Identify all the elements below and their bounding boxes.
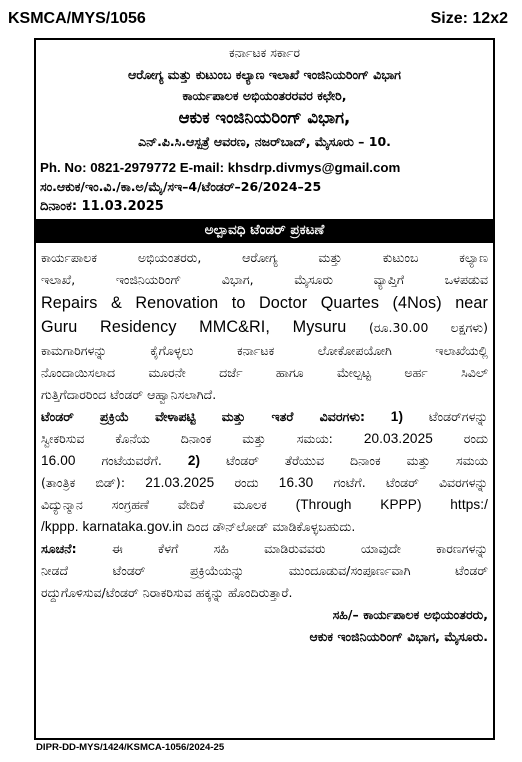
- tender-notice: [34, 38, 495, 740]
- work-name: Repairs & Renovation to Doctor Quartes (4Nos) near: [41, 294, 488, 312]
- schedule-line: (ತಾಂತ್ರಿಕ ಬಿಡ್): 21.03.2025 ರಂದು 16.30 ಗಂಟೆಗೆ. ಟೆಂಡರ್ ವಿವರಗಳನ್ನು: [41, 475, 488, 490]
- text-line: ಕಾಮಗಾರಿಗಳನ್ನು ಕೈಗೊಳ್ಳಲು ಕರ್ನಾಟಕ ಲೋಕೋಪಯೋಗಿ ಇಲಾಖೆಯಲ್ಲಿ: [41, 343, 488, 358]
- division-name: ಆಕುಕ ಇಂಜಿನಿಯರಿಂಗ್ ವಿಭಾಗ,: [178, 108, 351, 127]
- disclaimer-line: ನೀಡದೆ ಟೆಂಡರ್ ಪ್ರಕ್ರಿಯೆಯನ್ನು ಮುಂದೂಡುವ/ಸಂಪೂರ್ಣವಾಗಿ ಟೆಂಡರ್: [41, 563, 488, 578]
- release-reference: KSMCA/MYS/1056: [8, 10, 146, 27]
- schedule-line: ವಿದ್ಯುನ್ಮಾನ ಸಂಗ್ರಹಣೆ ವೇದಿಕೆ ಮೂಲಕ (Through KPPP) https:/: [41, 497, 488, 512]
- government-name: ಕರ್ನಾಟಕ ಸರ್ಕಾರ: [229, 45, 300, 60]
- last-date: 20.03.2025: [363, 431, 433, 446]
- schedule-line: ಟೆಂಡರ್ ಪ್ರಕ್ರಿಯೆ ವೇಳಾಪಟ್ಟಿ ಮತ್ತು ಇತರೆ ವಿವರಗಳು: 1) ಟೆಂಡರ್‌ಗಳನ್ನು: [41, 409, 488, 424]
- department-name: ಆರೋಗ್ಯ ಮತ್ತು ಕುಟುಂಬ ಕಲ್ಯಾಣ ಇಲಾಖೆ ಇಂಜಿನಿಯರಿಂಗ್ ವಿಭಾಗ: [128, 67, 401, 82]
- footer-reference: DIPR-DD-MYS/1424/KSMCA-1056/2024-25: [36, 742, 225, 753]
- schedule-line: /kppp. karnataka.gov.in ದಿಂದ ಡೌನ್‌ಲೋಡ್ ಮಾಡಿಕೊಳ್ಳಬಹುದು.: [41, 519, 356, 534]
- office-address: ಎನ್.ಪಿ.ಸಿ.ಆಸ್ಪತ್ರೆ ಆವರಣ, ನಜರ್‌ಬಾದ್, ಮೈಸೂರು – 10.: [138, 134, 391, 149]
- schedule-line: ಸ್ವೀಕರಿಸುವ ಕೊನೆಯ ದಿನಾಂಕ ಮತ್ತು ಸಮಯ: 20.03.2025 ರಂದು: [41, 431, 488, 446]
- tender-schedule: [41, 406, 488, 538]
- disclaimer-line: ರದ್ದುಗೊಳಿಸುವ/ಟೆಂಡರ್ ನಿರಾಕರಿಸುವ ಹಕ್ಕನ್ನು ಹೊಂದಿರುತ್ತಾರೆ.: [41, 585, 293, 600]
- contact-details: Ph. No: 0821-2979772 E-mail: khsdrp.divmys@gmail.com: [40, 160, 401, 175]
- office-name: ಕಾರ್ಯಪಾಲಕ ಅಭಿಯಂತರರವರ ಕಛೇರಿ,: [182, 88, 347, 103]
- reference-number: ಸಂ.ಆಕುಕ/ಇಂ.ವಿ./ಕಾ.ಅ/ಮೈ/ಸಇ–4/ಟೆಂಡರ್–26/2024–25: [40, 179, 322, 194]
- notice-body: [36, 243, 493, 648]
- disclaimer-line: ಸೂಚನೆ: ಈ ಕೆಳಗೆ ಸಹಿ ಮಾಡಿರುವವರು ಯಾವುದೇ ಕಾರಣಗಳನ್ನು: [41, 541, 488, 556]
- text-line: ಕಾರ್ಯಪಾಲಕ ಅಭಿಯಂತರರು, ಆರೋಗ್ಯ ಮತ್ತು ಕುಟುಂಬ ಕಲ್ಯಾಣ: [41, 250, 488, 265]
- kppp-link[interactable]: /kppp. karnataka.gov.in: [41, 519, 183, 534]
- signature-line: ಆಕುಕ ಇಂಜಿನಿಯರಿಂಗ್ ವಿಭಾಗ, ಮೈಸೂರು.: [309, 629, 488, 644]
- signature-line: ಸಹಿ/– ಕಾರ್ಯಪಾಲಕ ಅಭಿಯಂತರರು,: [332, 607, 488, 622]
- work-name-continued: Guru Residency MMC&RI, Mysuru (ರೂ.30.00 ಲಕ್ಷಗಳು): [41, 318, 488, 336]
- schedule-line: 16.00 ಗಂಟೆಯವರೆಗೆ. 2) ಟೆಂಡರ್ ತೆರೆಯುವ ದಿನಾಂಕ ಮತ್ತು ಸಮಯ: [41, 453, 488, 468]
- notice-heading: ಅಲ್ಪಾವಧಿ ಟೆಂಡರ್ ಪ್ರಕಟಣೆ: [36, 219, 493, 243]
- work-description: [41, 247, 488, 406]
- text-line: ಇಲಾಖೆ, ಇಂಜಿನಿಯರಿಂಗ್ ವಿಭಾಗ, ಮೈಸೂರು ವ್ಯಾಪ್ತಿಗೆ ಒಳಪಡುವ: [41, 272, 488, 287]
- notice-disclaimer: [41, 538, 488, 604]
- opening-date: 21.03.2025: [145, 475, 215, 490]
- ad-size: Size: 12x2: [430, 10, 508, 27]
- text-line: ಗುತ್ತಿಗೆದಾರರಿಂದ ಟೆಂಡರ್ ಆಹ್ವಾನಿಸಲಾಗಿದೆ.: [41, 387, 217, 402]
- text-line: ನೊಂದಾಯಿಸಲಾದ ಮೂರನೇ ದರ್ಜೆ ಹಾಗೂ ಮೇಲ್ಪಟ್ಟ ಅರ್ಹ ಸಿವಿಲ್: [41, 365, 488, 380]
- notice-date: ದಿನಾಂಕ: 11.03.2025: [40, 199, 164, 214]
- estimated-cost: (ರೂ.30.00 ಲಕ್ಷಗಳು): [368, 320, 488, 335]
